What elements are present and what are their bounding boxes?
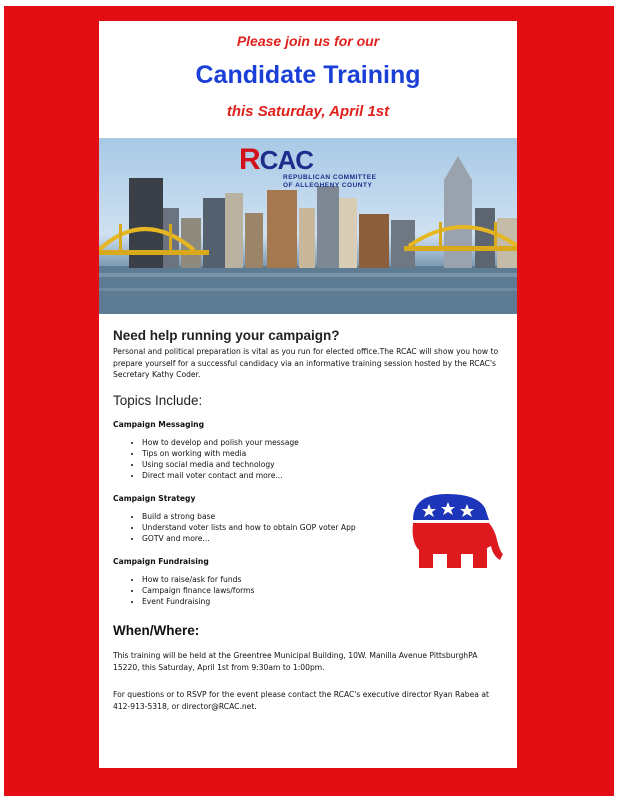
- flyer-page: [99, 21, 517, 768]
- rcac-logo: [239, 143, 399, 188]
- campaign-help-heading: Need help running your campaign?: [113, 328, 340, 343]
- gop-elephant-icon: [407, 490, 505, 574]
- list-item: • Tips on working with media: [142, 448, 505, 459]
- fundraising-list: [113, 574, 505, 608]
- rcac-logo-line2: OF ALLEGHENY COUNTY: [283, 182, 373, 189]
- list-item: • Event Fundraising: [142, 596, 505, 607]
- list-item: • How to raise/ask for funds: [142, 574, 505, 585]
- location-text: This training will be held at the Greentree Municipal Building, 10W. Manilla Avenue PittsburghPA 15220, this Saturday, April 1st from 9:30am to 1:00pm.: [113, 651, 478, 673]
- campaign-help-text: Personal and political preparation is vital as you run for elected office.The RCAC will show you how to prepare yourself for a successful candidacy via an informative training session hosted by the RCAC's Secretary Kathy Coder.: [113, 347, 499, 379]
- section-title-strategy: Campaign Strategy: [113, 493, 196, 503]
- list-item: • How to develop and polish your message: [142, 437, 505, 448]
- list-item: • Build a strong base: [142, 511, 505, 522]
- intro-line: Please join us for our: [236, 33, 380, 49]
- list-item: • Understand voter lists and how to obtain GOP voter App: [142, 522, 505, 533]
- flyer-title: Candidate Training: [195, 61, 421, 89]
- section-title-fundraising: Campaign Fundraising: [113, 556, 209, 566]
- list-item: • Direct mail voter contact and more...: [142, 470, 505, 481]
- event-date: this Saturday, April 1st: [226, 103, 390, 120]
- list-item: • Using social media and technology: [142, 459, 505, 470]
- section-title-messaging: Campaign Messaging: [113, 419, 205, 429]
- when-where-heading: When/Where:: [113, 623, 200, 639]
- list-item: • Campaign finance laws/forms: [142, 585, 505, 596]
- pittsburgh-skyline-banner: [99, 138, 517, 314]
- topics-heading: Topics Include:: [113, 392, 203, 408]
- contact-text: For questions or to RSVP for the event please contact the RCAC's executive director Ryan Rabea at 412-913-5318, or director@RCAC.net.: [113, 690, 489, 712]
- list-item: • GOTV and more...: [142, 533, 505, 544]
- rcac-logo-mark: RCAC: [239, 143, 314, 176]
- rcac-logo-line1: REPUBLICAN COMMITTEE: [283, 174, 377, 181]
- messaging-list: [113, 437, 505, 482]
